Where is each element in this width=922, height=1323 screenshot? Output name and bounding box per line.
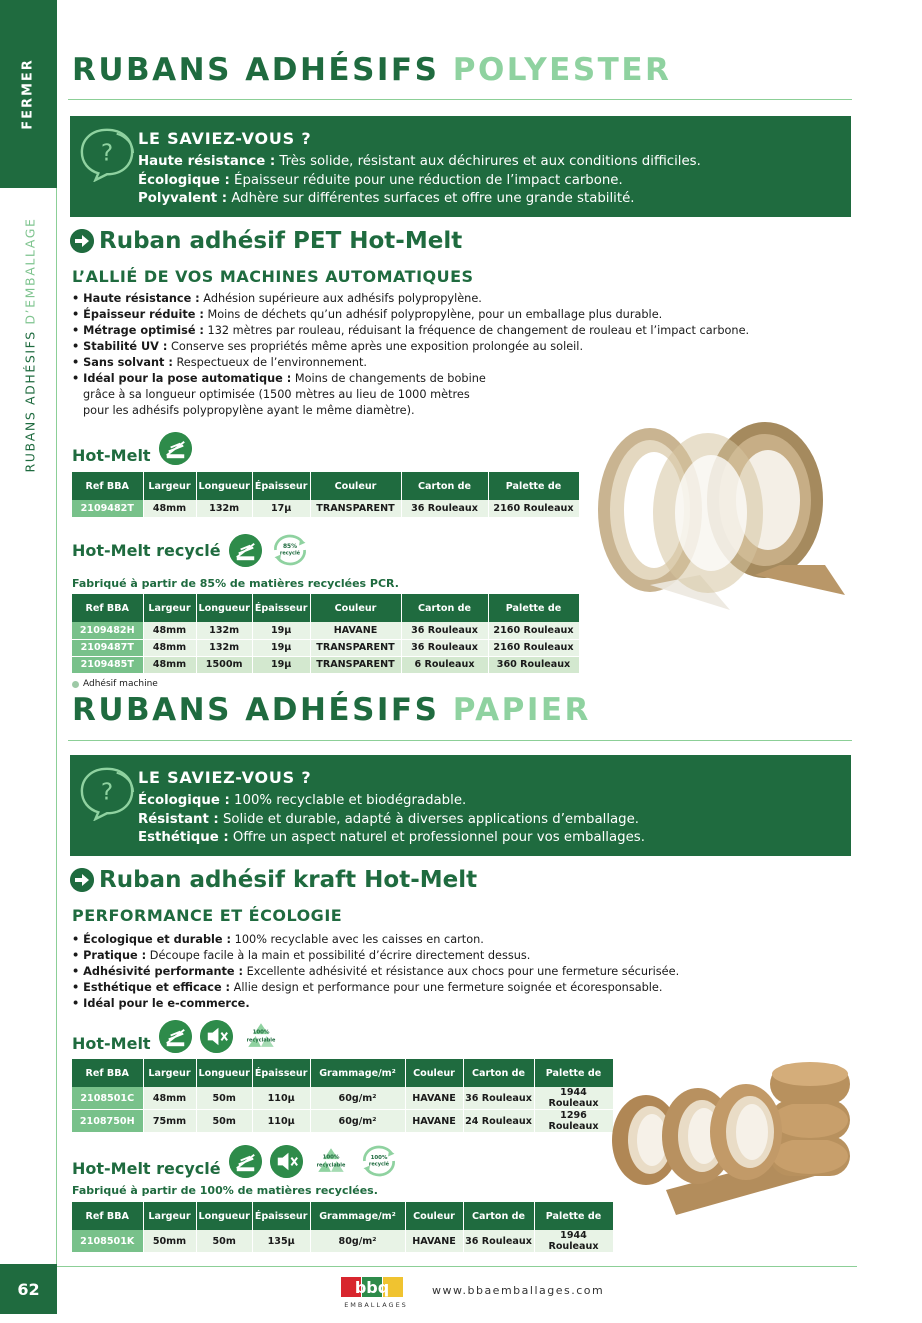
cell-ref: 2109485T	[72, 656, 143, 673]
table-row	[72, 1110, 613, 1133]
section-title-papier	[72, 692, 591, 728]
svg-text:bbq: bbq	[354, 1278, 390, 1297]
tape-layer-icon	[159, 1020, 192, 1053]
cell: 1944 Rouleaux	[534, 1087, 613, 1110]
svg-text:recyclable: recyclable	[246, 1037, 275, 1044]
col-header: Ref BBA	[72, 1202, 143, 1230]
col-header: Ref BBA	[72, 472, 143, 500]
col-header: Palette de	[534, 1202, 613, 1230]
svg-text:EMBALLAGES: EMBALLAGES	[344, 1301, 408, 1309]
svg-text:recyclé: recyclé	[279, 550, 300, 557]
tape-layer-icon	[229, 534, 262, 567]
table-row	[72, 1230, 613, 1253]
cell: HAVANE	[405, 1087, 463, 1110]
cell: TRANSPARENT	[310, 656, 401, 673]
col-header: Épaisseur	[252, 1059, 310, 1087]
product-title-text: Ruban adhésif PET Hot-Melt	[99, 228, 463, 254]
cell: 50m	[196, 1110, 252, 1133]
col-header: Palette de	[488, 472, 579, 500]
cell: 48mm	[143, 500, 196, 517]
table-kraft-recycle	[72, 1202, 614, 1253]
cell: 132m	[196, 500, 252, 517]
bbq-logo	[331, 1275, 421, 1311]
svg-text:?: ?	[100, 778, 114, 806]
feature-list	[72, 291, 749, 419]
legend-dot-icon	[72, 681, 79, 688]
info-lines	[138, 792, 645, 848]
cell: 24 Rouleaux	[463, 1110, 534, 1133]
section-title-main: RUBANS ADHÉSIFS	[72, 692, 440, 728]
recyclable-badge-icon	[241, 1018, 281, 1054]
cell-ref: 2108501K	[72, 1230, 143, 1253]
list-item: • Esthétique et efficace : Allie design et performance pour une fermeture soignée et écoresponsable.	[72, 981, 663, 994]
product-subtitle: PERFORMANCE ET ÉCOLOGIE	[72, 906, 343, 925]
info-title: LE SAVIEZ-VOUS ?	[138, 768, 312, 787]
sidebar-category	[23, 218, 38, 473]
info-box-papier	[70, 755, 851, 856]
section-title-accent: PAPIER	[452, 692, 591, 728]
col-header: Ref BBA	[72, 1059, 143, 1087]
table-pet-recycle	[72, 594, 580, 674]
list-item: • Sans solvant : Respectueux de l’environnement.	[72, 356, 368, 369]
footer-rule	[57, 1266, 857, 1267]
info-line: Écologique : Épaisseur réduite pour une réduction de l’impact carbone.	[138, 172, 623, 188]
cell: 80g/m²	[310, 1230, 405, 1253]
col-header: Grammage/m²	[310, 1059, 405, 1087]
cell: 2160 Rouleaux	[488, 639, 579, 656]
silent-tape-icon	[200, 1020, 233, 1053]
col-header: Palette de	[534, 1059, 613, 1087]
table-pet-hotmelt	[72, 472, 580, 518]
list-item: • Pratique : Découpe facile à la main et possibilité d’écrire directement dessus.	[72, 949, 531, 962]
cell-ref: 2108501C	[72, 1087, 143, 1110]
info-lines	[138, 153, 701, 209]
cell: 2160 Rouleaux	[488, 500, 579, 517]
page-number: 62	[0, 1264, 57, 1314]
svg-text:?: ?	[100, 139, 114, 167]
info-line: Écologique : 100% recyclable et biodégradable.	[138, 793, 467, 808]
recyclable-badge-icon	[311, 1143, 351, 1179]
tape-rolls-photo	[590, 415, 855, 615]
cell: 17µ	[252, 500, 310, 517]
sidebar-tab	[0, 0, 57, 188]
recycled-note: Fabriqué à partir de 100% de matières recyclées.	[72, 1184, 378, 1197]
cell: 19µ	[252, 639, 310, 656]
cell: 36 Rouleaux	[463, 1230, 534, 1253]
cell: HAVANE	[405, 1110, 463, 1133]
cell: 1944 Rouleaux	[534, 1230, 613, 1253]
cell: 19µ	[252, 656, 310, 673]
list-item: • Métrage optimisé : 132 mètres par rouleau, réduisant la fréquence de changement de rouleau et l’impact carbone.	[72, 324, 750, 337]
list-item: • Idéal pour la pose automatique : Moins de changements de bobine	[72, 372, 486, 385]
table-label-text: Hot-Melt recyclé	[72, 1158, 221, 1178]
list-item: • Adhésivité performante : Excellente adhésivité et résistance aux chocs pour une fermeture sécurisée.	[72, 965, 680, 978]
col-header: Ref BBA	[72, 594, 143, 622]
arrow-right-icon	[70, 229, 94, 253]
recycled-note: Fabriqué à partir de 85% de matières recyclées PCR.	[72, 577, 399, 590]
recycled-badge-icon	[270, 532, 310, 568]
table-label-hotmelt-recycle	[72, 532, 310, 568]
cell: 36 Rouleaux	[401, 500, 488, 517]
svg-text:recyclé: recyclé	[368, 1161, 389, 1168]
list-item: • Épaisseur réduite : Moins de déchets qu’un adhésif polypropylène, pour un emballage plus durable.	[72, 308, 663, 321]
col-header: Palette de	[488, 594, 579, 622]
cell: 48mm	[143, 656, 196, 673]
arrow-right-icon	[70, 868, 94, 892]
info-line: Résistant : Solide et durable, adapté à diverses applications d’emballage.	[138, 811, 640, 827]
table-row	[72, 639, 579, 656]
col-header: Épaisseur	[252, 1202, 310, 1230]
table-row	[72, 1087, 613, 1110]
section-title-main: RUBANS ADHÉSIFS	[72, 52, 440, 88]
cell: 50mm	[143, 1230, 196, 1253]
table-label-kraft	[72, 1018, 281, 1054]
col-header: Longueur	[196, 1202, 252, 1230]
svg-text:100%: 100%	[370, 1155, 388, 1162]
cell: 50m	[196, 1087, 252, 1110]
cell-ref: 2108750H	[72, 1110, 143, 1133]
col-header: Longueur	[196, 472, 252, 500]
cell: 1296 Rouleaux	[534, 1110, 613, 1133]
cell: 1500m	[196, 656, 252, 673]
col-header: Largeur	[143, 472, 196, 500]
sidebar-tab-label: FERMER	[20, 58, 36, 130]
info-line: Esthétique : Offre un aspect naturel et professionnel pour vos emballages.	[138, 830, 645, 845]
website-link[interactable]: www.bbaemballages.com	[432, 1284, 605, 1297]
list-item-cont: pour les adhésifs polypropylène ayant le même diamètre).	[83, 404, 415, 417]
col-header: Largeur	[143, 1059, 196, 1087]
list-item: • Stabilité UV : Conserve ses propriétés même après une exposition prolongée au soleil.	[72, 340, 584, 353]
product-title-pet	[70, 228, 462, 254]
col-header: Largeur	[143, 1202, 196, 1230]
cell-ref: 2109487T	[72, 639, 143, 656]
col-header: Carton de	[401, 472, 488, 500]
cell: HAVANE	[310, 622, 401, 639]
col-header: Couleur	[310, 594, 401, 622]
table-label-text: Hot-Melt recyclé	[72, 540, 221, 560]
table-kraft-hotmelt	[72, 1059, 614, 1133]
table-row	[72, 656, 579, 673]
list-item: • Idéal pour le e-commerce.	[72, 997, 250, 1010]
legend-text: Adhésif machine	[83, 679, 158, 689]
info-line: Polyvalent : Adhère sur différentes surfaces et offre une grande stabilité.	[138, 191, 635, 206]
info-box-polyester	[70, 116, 851, 217]
table-label-hotmelt	[72, 432, 192, 465]
cell: 36 Rouleaux	[401, 639, 488, 656]
col-header: Longueur	[196, 594, 252, 622]
cell-ref: 2109482T	[72, 500, 143, 517]
product-subtitle: L’ALLIÉ DE VOS MACHINES AUTOMATIQUES	[72, 267, 474, 286]
cell: 132m	[196, 639, 252, 656]
recycled-badge-icon	[359, 1143, 399, 1179]
cell: 110µ	[252, 1087, 310, 1110]
info-line: Haute résistance : Très solide, résistant aux déchirures et aux conditions difficiles.	[138, 154, 701, 169]
cell: 48mm	[143, 1087, 196, 1110]
feature-list	[72, 932, 679, 1012]
col-header: Couleur	[405, 1202, 463, 1230]
cell: TRANSPARENT	[310, 639, 401, 656]
list-item: • Écologique et durable : 100% recyclable avec les caisses en carton.	[72, 933, 484, 946]
cell: 6 Rouleaux	[401, 656, 488, 673]
col-header: Longueur	[196, 1059, 252, 1087]
cell-ref: 2109482H	[72, 622, 143, 639]
silent-tape-icon	[270, 1145, 303, 1178]
cell: 135µ	[252, 1230, 310, 1253]
cell: TRANSPARENT	[310, 500, 401, 517]
cell: HAVANE	[405, 1230, 463, 1253]
col-header: Couleur	[310, 472, 401, 500]
col-header: Carton de	[463, 1059, 534, 1087]
list-item: • Haute résistance : Adhésion supérieure aux adhésifs polypropylène.	[72, 292, 482, 305]
cell: 110µ	[252, 1110, 310, 1133]
cell: 360 Rouleaux	[488, 656, 579, 673]
col-header: Carton de	[463, 1202, 534, 1230]
legend	[72, 679, 158, 689]
col-header: Carton de	[401, 594, 488, 622]
kraft-tape-photo	[606, 1040, 852, 1215]
product-title-kraft	[70, 867, 477, 893]
product-title-text: Ruban adhésif kraft Hot-Melt	[99, 867, 478, 893]
tape-layer-icon	[229, 1145, 262, 1178]
cell: 132m	[196, 622, 252, 639]
svg-text:recyclable: recyclable	[316, 1162, 346, 1169]
col-header: Épaisseur	[252, 472, 310, 500]
sidebar-category-main: RUBANS ADHÉSIFS	[22, 330, 38, 473]
section-title-accent: POLYESTER	[452, 52, 672, 88]
question-bubble-icon	[78, 763, 136, 821]
col-header: Grammage/m²	[310, 1202, 405, 1230]
section-rule	[68, 99, 852, 100]
cell: 75mm	[143, 1110, 196, 1133]
svg-text:100%: 100%	[252, 1029, 269, 1036]
cell: 60g/m²	[310, 1087, 405, 1110]
section-title-polyester	[72, 52, 671, 88]
question-bubble-icon	[78, 124, 136, 182]
tape-layer-icon	[159, 432, 192, 465]
info-title: LE SAVIEZ-VOUS ?	[138, 129, 312, 148]
cell: 19µ	[252, 622, 310, 639]
cell: 48mm	[143, 622, 196, 639]
cell: 50m	[196, 1230, 252, 1253]
list-item-cont: grâce à sa longueur optimisée (1500 mètres au lieu de 1000 mètres	[83, 388, 470, 401]
table-label-text: Hot-Melt	[72, 446, 151, 465]
cell: 2160 Rouleaux	[488, 622, 579, 639]
svg-text:100%: 100%	[322, 1154, 340, 1161]
table-label-text: Hot-Melt	[72, 1033, 151, 1053]
cell: 36 Rouleaux	[463, 1087, 534, 1110]
svg-text:85%: 85%	[282, 544, 297, 551]
table-label-kraft-recycle	[72, 1143, 399, 1179]
col-header: Couleur	[405, 1059, 463, 1087]
table-row	[72, 622, 579, 639]
sidebar-category-accent: D’EMBALLAGE	[22, 217, 38, 325]
col-header: Épaisseur	[252, 594, 310, 622]
section-rule	[68, 740, 852, 741]
cell: 36 Rouleaux	[401, 622, 488, 639]
col-header: Largeur	[143, 594, 196, 622]
cell: 48mm	[143, 639, 196, 656]
table-row	[72, 500, 579, 517]
cell: 60g/m²	[310, 1110, 405, 1133]
